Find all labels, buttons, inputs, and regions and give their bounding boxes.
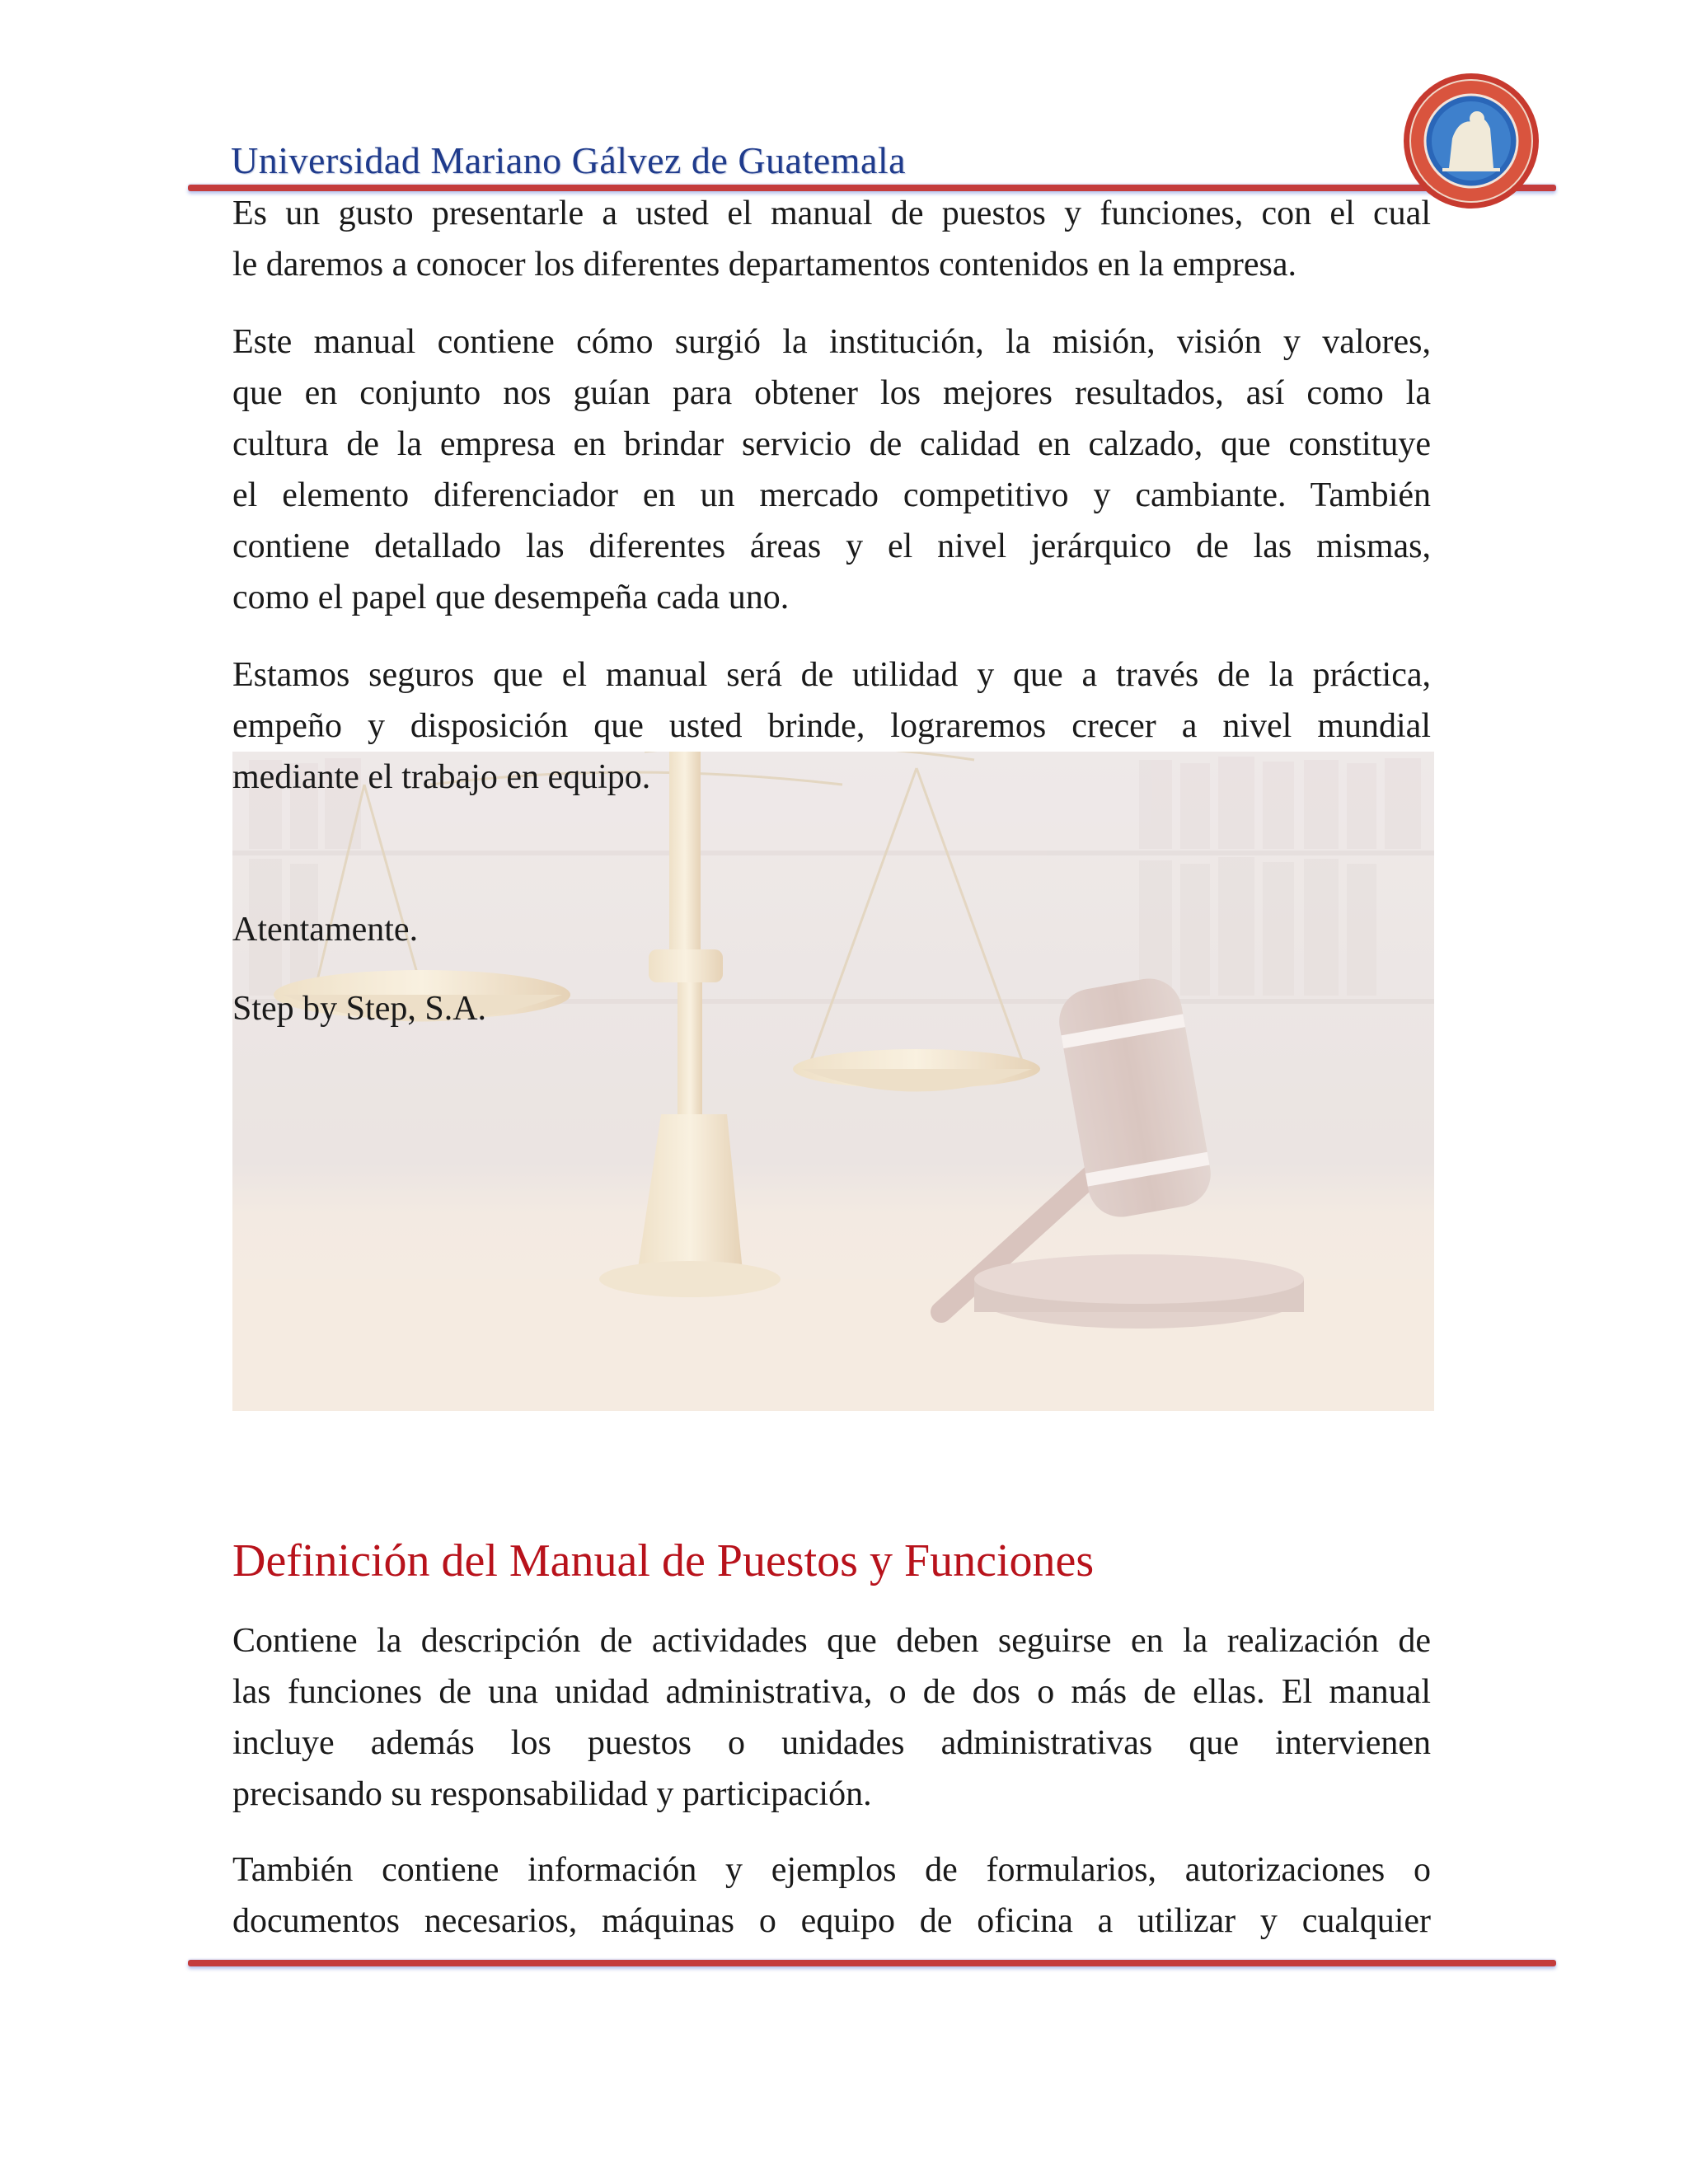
intro-paragraph-2 — [232, 316, 1431, 623]
text-line: Es un gusto presentarle a usted el manual de puestos y funciones, con el cual — [232, 194, 1431, 232]
text-line: Estamos seguros que el manual será de utilidad y que a través de la práctica, — [232, 656, 1431, 694]
text-line: Contiene la descripción de actividades que deben seguirse en la realización de — [232, 1622, 1431, 1660]
section-paragraph-1 — [232, 1615, 1431, 1820]
text-line: incluye además los puestos o unidades administrativas que intervienen — [232, 1724, 1431, 1762]
text-line: mediante el trabajo en equipo. — [232, 758, 651, 796]
text-line: como el papel que desempeña cada uno. — [232, 579, 790, 616]
closing-salutation: Atentamente. — [232, 911, 419, 949]
text-line: empeño y disposición que usted brinde, lograremos crecer a nivel mundial — [232, 707, 1431, 745]
text-line: las funciones de una unidad administrativa, o de dos o más de ellas. El manual — [232, 1673, 1431, 1711]
section-heading: Definición del Manual de Puestos y Funciones — [232, 1535, 1095, 1586]
text-line: le daremos a conocer los diferentes departamentos contenidos en la empresa. — [232, 246, 1296, 284]
text-line: Este manual contiene cómo surgió la institución, la misión, visión y valores, — [232, 323, 1431, 361]
scales-of-justice-image — [232, 752, 1434, 1411]
section-paragraph-2 — [232, 1844, 1431, 1947]
footer-rule — [188, 1960, 1556, 1966]
intro-paragraph-3 — [232, 649, 1431, 803]
text-line: el elemento diferenciador en un mercado competitivo y cambiante. También — [232, 476, 1431, 514]
text-line: contiene detallado las diferentes áreas y el nivel jerárquico de las mismas, — [232, 527, 1431, 565]
company-signature: Step by Step, S.A. — [232, 990, 487, 1028]
text-line: que en conjunto nos guían para obtener los mejores resultados, así como la — [232, 374, 1431, 412]
text-line: precisando su responsabilidad y participación. — [232, 1775, 872, 1813]
text-line: cultura de la empresa en brindar servicio de calidad en calzado, que constituye — [232, 425, 1431, 463]
university-header-title: Universidad Mariano Gálvez de Guatemala — [231, 139, 907, 181]
text-line: documentos necesarios, máquinas o equipo de oficina a utilizar y cualquier — [232, 1902, 1431, 1940]
text-line: También contiene información y ejemplos de formularios, autorizaciones o — [232, 1851, 1431, 1889]
intro-paragraph-1 — [232, 188, 1431, 290]
